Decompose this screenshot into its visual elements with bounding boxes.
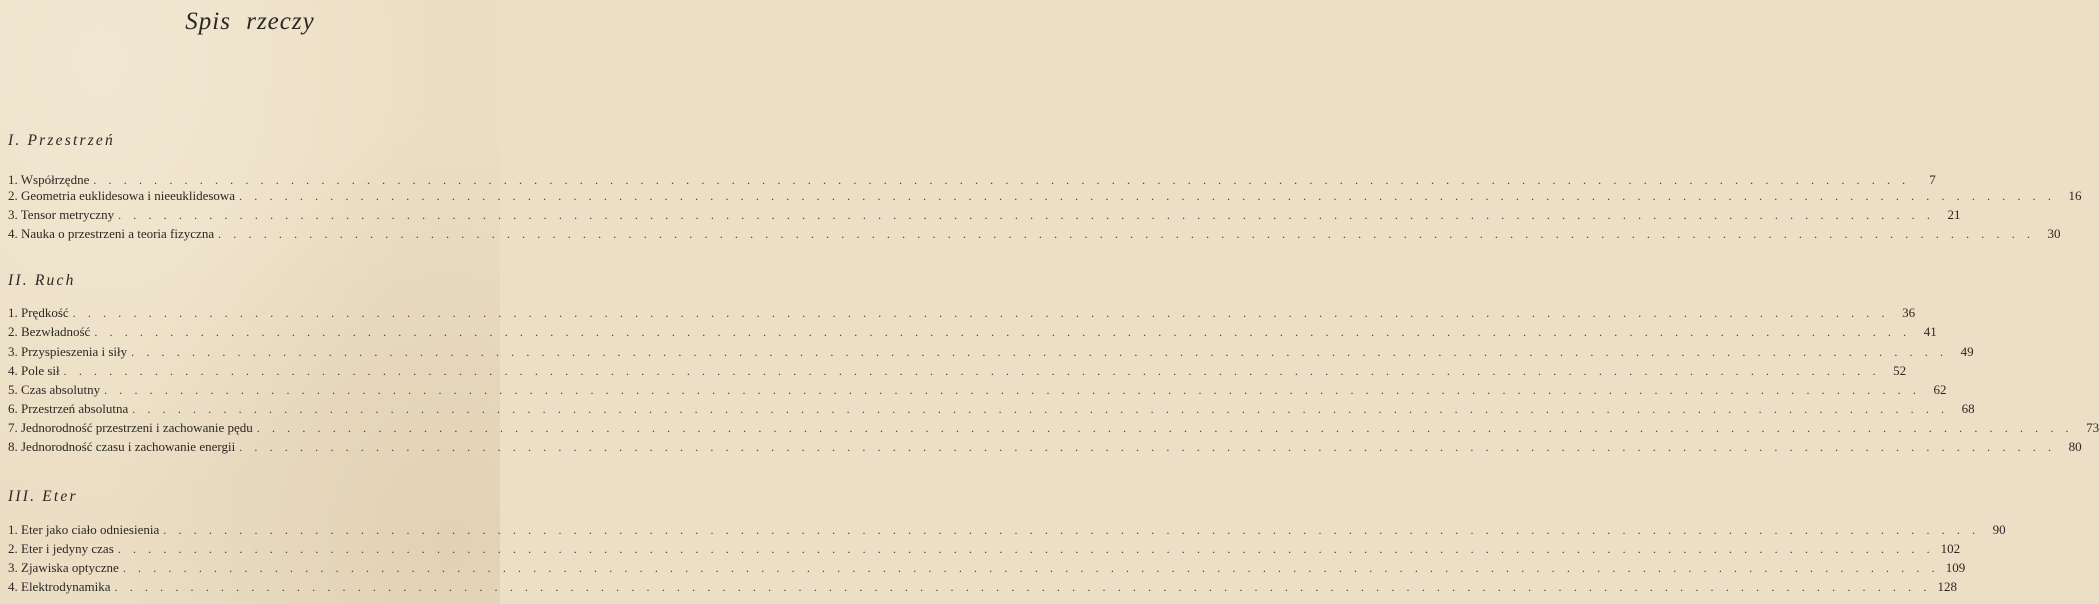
toc-entry-label: 2. Geometria euklidesowa i nieeuklidesowa xyxy=(8,188,236,203)
toc-entry xyxy=(8,522,2006,542)
dot-leader: . . . . . . . . . . . . . . . . . . . . . . . . . . . . . . . . . . . . . . . . . . . . . . . . . . . . . . . . . . . . . . . . . . . . . . . . . . . . . . . . . . . . . . . . . . . . . . . . . . . . . . . . . . . . . . . . . . . . . . . . xyxy=(163,523,1980,537)
toc-entry-label: 5. Czas absolutny xyxy=(8,382,101,397)
toc-entry-label: 3. Przyspieszenia i siły xyxy=(8,344,128,359)
toc-entry xyxy=(8,541,1961,561)
toc-entry-label: 2. Eter i jedyny czas xyxy=(8,541,114,556)
toc-entry-page: 73 xyxy=(2086,420,2099,435)
toc-entry-label: 4. Pole sił xyxy=(8,363,60,378)
toc-entry xyxy=(8,579,1957,599)
dot-leader: . . . . . . . . . . . . . . . . . . . . . . . . . . . . . . . . . . . . . . . . . . . . . . . . . . . . . . . . . . . . . . . . . . . . . . . . . . . . . . . . . . . . . . . . . . . . . . . . . . . . . . . . . . . . . . . . . . . . . . . . xyxy=(131,345,1948,359)
toc-entry-page: 90 xyxy=(1992,522,2006,537)
toc-entry xyxy=(8,382,1947,402)
dot-leader: . . . . . . . . . . . . . . . . . . . . . . . . . . . . . . . . . . . . . . . . . . . . . . . . . . . . . . . . . . . . . . . . . . . . . . . . . . . . . . . . . . . . . . . . . . . . . . . . . . . . . . . . . . . . . . . . . . . . . . . . xyxy=(72,306,1890,320)
chapter-heading-2: II. Ruch xyxy=(8,272,76,289)
dot-leader: . . . . . . . . . . . . . . . . . . . . . . . . . . . . . . . . . . . . . . . . . . . . . . . . . . . . . . . . . . . . . . . . . . . . . . . . . . . . . . . . . . . . . . . . . . . . . . . . . . . . . . . . . . . . . . . . . . . . . . . . xyxy=(117,542,1935,556)
toc-entry-label: 3. Tensor metryczny xyxy=(8,207,115,222)
dot-leader: . . . . . . . . . . . . . . . . . . . . . . . . . . . . . . . . . . . . . . . . . . . . . . . . . . . . . . . . . . . . . . . . . . . . . . . . . . . . . . . . . . . . . . . . . . . . . . . . . . . . . . . . . . . . . . . . . . . . . . . . xyxy=(239,440,2056,454)
toc-entry xyxy=(8,324,1937,344)
toc-entry xyxy=(8,439,2082,459)
toc-entry-page: 36 xyxy=(1902,305,1916,320)
toc-entry-label: 2. Bezwładność xyxy=(8,324,91,339)
toc-entry-page: 109 xyxy=(1945,560,1966,575)
toc-entry xyxy=(8,305,1916,325)
toc-entry xyxy=(8,560,1966,580)
toc-entry-page: 68 xyxy=(1961,401,1975,416)
toc-entry-label: 1. Eter jako ciało odniesienia xyxy=(8,522,160,537)
toc-entry-label: 1. Prędkość xyxy=(8,305,69,320)
dot-leader: . . . . . . . . . . . . . . . . . . . . . . . . . . . . . . . . . . . . . . . . . . . . . . . . . . . . . . . . . . . . . . . . . . . . . . . . . . . . . . . . . . . . . . . . . . . . . . . . . . . . . . . . . . . . . . . . . . . . . . . . xyxy=(63,364,1881,378)
toc-entry-page: 7 xyxy=(1929,172,1936,187)
toc-entry xyxy=(8,207,1961,227)
toc-entry-page: 49 xyxy=(1960,344,1974,359)
dot-leader: . . . . . . . . . . . . . . . . . . . . . . . . . . . . . . . . . . . . . . . . . . . . . . . . . . . . . . . . . . . . . . . . . . . . . . . . . . . . . . . . . . . . . . . . . . . . . . . . . . . . . . . . . . . . . . . . . . . . . . . . xyxy=(132,402,1949,416)
dot-leader: . . . . . . . . . . . . . . . . . . . . . . . . . . . . . . . . . . . . . . . . . . . . . . . . . . . . . . . . . . . . . . . . . . . . . . . . . . . . . . . . . . . . . . . . . . . . . . . . . . . . . . . . . . . . . . . . . . . . . . . . xyxy=(94,325,1911,339)
toc-entry-page: 80 xyxy=(2068,439,2082,454)
toc-entry-label: 1. Współrzędne xyxy=(8,172,90,187)
page-title: Spis rzeczy xyxy=(185,8,315,35)
toc-entry-page: 30 xyxy=(2047,226,2061,241)
toc-entry-page: 52 xyxy=(1893,363,1907,378)
toc-entry-label: 8. Jednorodność czasu i zachowanie energii xyxy=(8,439,236,454)
toc-entry-label: 4. Elektrodynamika xyxy=(8,579,111,594)
toc-entry xyxy=(8,420,2099,440)
toc-entry-label: 3. Zjawiska optyczne xyxy=(8,560,119,575)
dot-leader: . . . . . . . . . . . . . . . . . . . . . . . . . . . . . . . . . . . . . . . . . . . . . . . . . . . . . . . . . . . . . . . . . . . . . . . . . . . . . . . . . . . . . . . . . . . . . . . . . . . . . . . . . . . . . . . . . . . . . . . . xyxy=(122,561,1940,575)
dot-leader: . . . . . . . . . . . . . . . . . . . . . . . . . . . . . . . . . . . . . . . . . . . . . . . . . . . . . . . . . . . . . . . . . . . . . . . . . . . . . . . . . . . . . . . . . . . . . . . . . . . . . . . . . . . . . . . . . . . . . . . . xyxy=(239,189,2056,203)
dot-leader: . . . . . . . . . . . . . . . . . . . . . . . . . . . . . . . . . . . . . . . . . . . . . . . . . . . . . . . . . . . . . . . . . . . . . . . . . . . . . . . . . . . . . . . . . . . . . . . . . . . . . . . . . . . . . . . . . . . . . . . . xyxy=(104,383,1921,397)
toc-entry-page: 41 xyxy=(1923,324,1937,339)
dot-leader: . . . . . . . . . . . . . . . . . . . . . . . . . . . . . . . . . . . . . . . . . . . . . . . . . . . . . . . . . . . . . . . . . . . . . . . . . . . . . . . . . . . . . . . . . . . . . . . . . . . . . . . . . . . . . . . . . . . . . . . . xyxy=(114,580,1931,594)
chapter-heading-1: I. Przestrzeń xyxy=(8,132,115,149)
toc-entry-page: 102 xyxy=(1940,541,1961,556)
toc-entry-label: 7. Jednorodność przestrzeni i zachowanie pędu xyxy=(8,420,253,435)
toc-entry xyxy=(8,226,2061,246)
toc-entry-page: 62 xyxy=(1933,382,1947,397)
toc-entry-page: 16 xyxy=(2068,188,2082,203)
toc-entry xyxy=(8,344,1974,364)
toc-entry-page: 21 xyxy=(1947,207,1961,222)
toc-entry xyxy=(8,363,1907,383)
toc-entry xyxy=(8,188,2082,208)
toc-entry-page: 128 xyxy=(1937,579,1957,594)
toc-entry xyxy=(8,401,1975,421)
toc-entry-label: 4. Nauka o przestrzeni a teoria fizyczna xyxy=(8,226,215,241)
dot-leader: . . . . . . . . . . . . . . . . . . . . . . . . . . . . . . . . . . . . . . . . . . . . . . . . . . . . . . . . . . . . . . . . . . . . . . . . . . . . . . . . . . . . . . . . . . . . . . . . . . . . . . . . . . . . . . . . . . . . . . . . xyxy=(256,421,2074,435)
toc-entry-label: 6. Przestrzeń absolutna xyxy=(8,401,129,416)
dot-leader: . . . . . . . . . . . . . . . . . . . . . . . . . . . . . . . . . . . . . . . . . . . . . . . . . . . . . . . . . . . . . . . . . . . . . . . . . . . . . . . . . . . . . . . . . . . . . . . . . . . . . . . . . . . . . . . . . . . . . . . . xyxy=(118,208,1935,222)
dot-leader: . . . . . . . . . . . . . . . . . . . . . . . . . . . . . . . . . . . . . . . . . . . . . . . . . . . . . . . . . . . . . . . . . . . . . . . . . . . . . . . . . . . . . . . . . . . . . . . . . . . . . . . . . . . . . . . . . . . . . . . . xyxy=(93,173,1910,187)
dot-leader: . . . . . . . . . . . . . . . . . . . . . . . . . . . . . . . . . . . . . . . . . . . . . . . . . . . . . . . . . . . . . . . . . . . . . . . . . . . . . . . . . . . . . . . . . . . . . . . . . . . . . . . . . . . . . . . . . . . . . . . . xyxy=(218,227,2035,241)
chapter-heading-3: III. Eter xyxy=(8,488,78,505)
